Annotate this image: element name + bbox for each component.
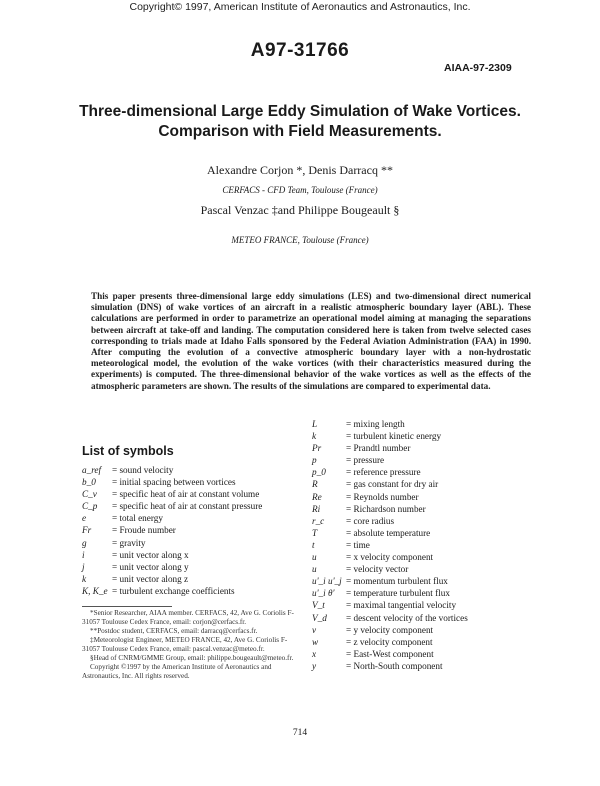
symbol-row <box>312 563 542 575</box>
symbol-definition: = descent velocity of the vortices <box>346 612 468 623</box>
copyright-line: Copyright© 1997, American Institute of Aeronautics and Astronautics, Inc. <box>129 1 471 13</box>
symbol-definition: = specific heat of air at constant pressure <box>112 501 263 512</box>
affiliation-1: CERFACS - CFD Team, Toulouse (France) <box>222 185 378 195</box>
symbol-row <box>312 624 542 636</box>
symbol-row <box>82 512 302 524</box>
title-line-2: Comparison with Field Measurements. <box>158 123 442 140</box>
symbol-definition: = reference pressure <box>346 467 421 478</box>
symbol: R <box>312 479 318 490</box>
symbol-definition: = turbulent exchange coefficients <box>112 585 235 596</box>
symbol-row <box>82 524 302 536</box>
symbol: L <box>312 419 318 429</box>
symbol: g <box>82 537 87 548</box>
affiliation-2: METEO FRANCE, Toulouse (France) <box>231 235 369 245</box>
symbol-definition: = absolute temperature <box>346 527 431 538</box>
symbol-row <box>82 537 302 549</box>
paper-number: AIAA-97-2309 <box>444 62 512 74</box>
symbol: i <box>82 549 85 560</box>
symbol-row <box>312 478 542 490</box>
symbol-definition: = gravity <box>112 537 146 548</box>
symbol-definition: = Reynolds number <box>346 491 419 502</box>
copyright-footnote: Copyright ©1997 by the American Institute of Aeronautics and Astronautics, Inc. All rights reserved. <box>82 663 272 680</box>
footnote: *Senior Researcher, AIAA member. CERFACS, 42, Ave G. Coriolis F-31057 Toulouse Cedex France, email: corjon@cerfacs.fr. <box>82 609 294 626</box>
symbol-definition: = maximal tangential velocity <box>346 600 457 611</box>
symbol-row <box>82 585 302 597</box>
symbol-definition: = temperature turbulent flux <box>346 588 450 599</box>
authors-line-2: Pascal Venzac ‡and Philippe Bougeault § <box>200 203 400 217</box>
symbol-row <box>82 500 302 512</box>
symbol-definition: = y velocity component <box>346 624 434 635</box>
symbol-definition: = pressure <box>346 455 385 466</box>
accession-number: A97-31766 <box>250 40 350 61</box>
symbol: u <box>312 564 317 575</box>
symbol: x <box>312 648 317 659</box>
symbol-definition: = unit vector along y <box>112 561 189 572</box>
symbol-row <box>312 587 542 599</box>
symbol-definition: = core radius <box>346 515 395 526</box>
symbol-definition: = z velocity component <box>346 636 433 647</box>
symbol: V_t <box>312 600 325 611</box>
symbol-definition: = unit vector along z <box>112 573 189 584</box>
paper-title <box>0 102 600 142</box>
symbol: u'_i θ' <box>312 588 335 599</box>
symbol-definition: = East-West component <box>346 648 434 659</box>
symbol-definition: = sound velocity <box>112 465 174 475</box>
symbol: t <box>312 539 315 550</box>
symbol-row <box>312 575 542 587</box>
symbol-definition: = specific heat of air at constant volume <box>112 489 260 500</box>
symbol: b_0 <box>82 477 96 488</box>
symbol: k <box>312 431 317 442</box>
footnote: §Head of CNRM/GMME Group, email: philippe.bougeault@meteo.fr. <box>90 654 294 662</box>
symbol: w <box>312 636 319 647</box>
symbol: Re <box>312 491 322 502</box>
symbol-definition: = unit vector along x <box>112 549 189 560</box>
symbol-definition: = x velocity component <box>346 552 434 563</box>
symbol-row <box>312 660 542 672</box>
abstract: This paper presents three-dimensional large eddy simulations (LES) and two-dimensional direct numerical simulation (DNS) of wake vortices of an aircraft in a realistic atmospheric boundary layer (ABL). These calculations are performed in order to parametrize an operational model aiming at managing the separations between aircraft at take-off and landing. The computation considered here is taken from twelve selected cases corresponding to trials made at Idaho Falls sponsored by the Federal Aviation Administration (FAA) in 1990. After computing the evolution of a convective atmospheric boundary layer with a non-hydrostatic meteorological model, the evolution of the wake vortices (with their characteristics measured during the experiments) is computed. The three-dimensional behavior of the wake vortices as well as the effects of the atmospheric parameters are shown. The results of the simulations are compared to experimental data. <box>91 291 531 391</box>
symbol: p <box>312 455 317 466</box>
symbols-list-right <box>312 418 542 672</box>
symbol: u <box>312 552 317 563</box>
symbol-row <box>312 527 542 539</box>
symbol-row <box>312 515 542 527</box>
authors-line-1: Alexandre Corjon *, Denis Darracq ** <box>207 163 393 177</box>
symbol-definition: = velocity vector <box>346 564 409 575</box>
symbol-row <box>312 599 542 611</box>
symbol-definition: = total energy <box>112 513 163 524</box>
symbol-row <box>82 561 302 573</box>
footnote: **Postdoc student, CERFACS, email: darracq@cerfacs.fr. <box>90 627 258 635</box>
symbol-definition: = North-South component <box>346 660 443 671</box>
symbol: C_v <box>82 489 97 500</box>
symbol: a_ref <box>82 465 102 475</box>
symbol: K, K_e <box>82 585 108 596</box>
symbol-row <box>312 418 542 430</box>
symbol-row <box>312 442 542 454</box>
symbol-definition: = momentum turbulent flux <box>346 576 448 587</box>
symbol-row <box>312 454 542 466</box>
symbol-definition: = initial spacing between vortices <box>112 477 236 488</box>
symbol-row <box>312 648 542 660</box>
symbol-row <box>82 573 302 585</box>
symbol: Pr <box>312 443 322 454</box>
symbol: y <box>312 660 317 671</box>
symbol: r_c <box>312 515 325 526</box>
symbol-row <box>312 491 542 503</box>
symbol: V_d <box>312 612 327 623</box>
symbol-row <box>312 636 542 648</box>
symbol-row <box>312 466 542 478</box>
page-number: 714 <box>292 728 308 738</box>
symbol-definition: = Froude number <box>112 525 176 536</box>
symbol: Ri <box>312 503 321 514</box>
symbol-definition: = Prandtl number <box>346 443 411 454</box>
symbol-row <box>82 464 302 476</box>
symbol-row <box>82 549 302 561</box>
symbol: p_0 <box>312 467 326 478</box>
symbol: T <box>312 527 318 538</box>
symbol-row <box>312 539 542 551</box>
symbol: e <box>82 513 87 524</box>
symbol-row <box>312 612 542 624</box>
symbol-row <box>82 488 302 500</box>
symbol-row <box>312 551 542 563</box>
symbol: v <box>312 624 317 635</box>
symbol: C_p <box>82 501 98 512</box>
footnote-rule <box>82 606 172 607</box>
symbol: u'_i u'_j <box>312 576 342 587</box>
symbols-heading: List of symbols <box>82 444 174 458</box>
symbol-definition: = gas constant for dry air <box>346 479 439 490</box>
footnote: ‡Meteorologist Engineer, METEO FRANCE, 42, Ave G. Coriolis F-31057 Toulouse Cedex France, email: pascal.venzac@meteo.fr. <box>82 636 288 653</box>
footnotes <box>82 609 304 681</box>
symbol-definition: = mixing length <box>346 419 405 429</box>
symbol-row <box>312 430 542 442</box>
symbol: k <box>82 573 87 584</box>
symbol: j <box>82 561 85 572</box>
symbol-definition: = turbulent kinetic energy <box>346 431 442 442</box>
symbol: Fr <box>82 525 92 536</box>
symbol-row <box>312 503 542 515</box>
title-line-1: Three-dimensional Large Eddy Simulation of Wake Vortices. <box>79 103 521 120</box>
symbols-list-left <box>82 464 302 597</box>
symbol-definition: = time <box>346 539 370 550</box>
symbol-row <box>82 476 302 488</box>
symbol-definition: = Richardson number <box>346 503 426 514</box>
